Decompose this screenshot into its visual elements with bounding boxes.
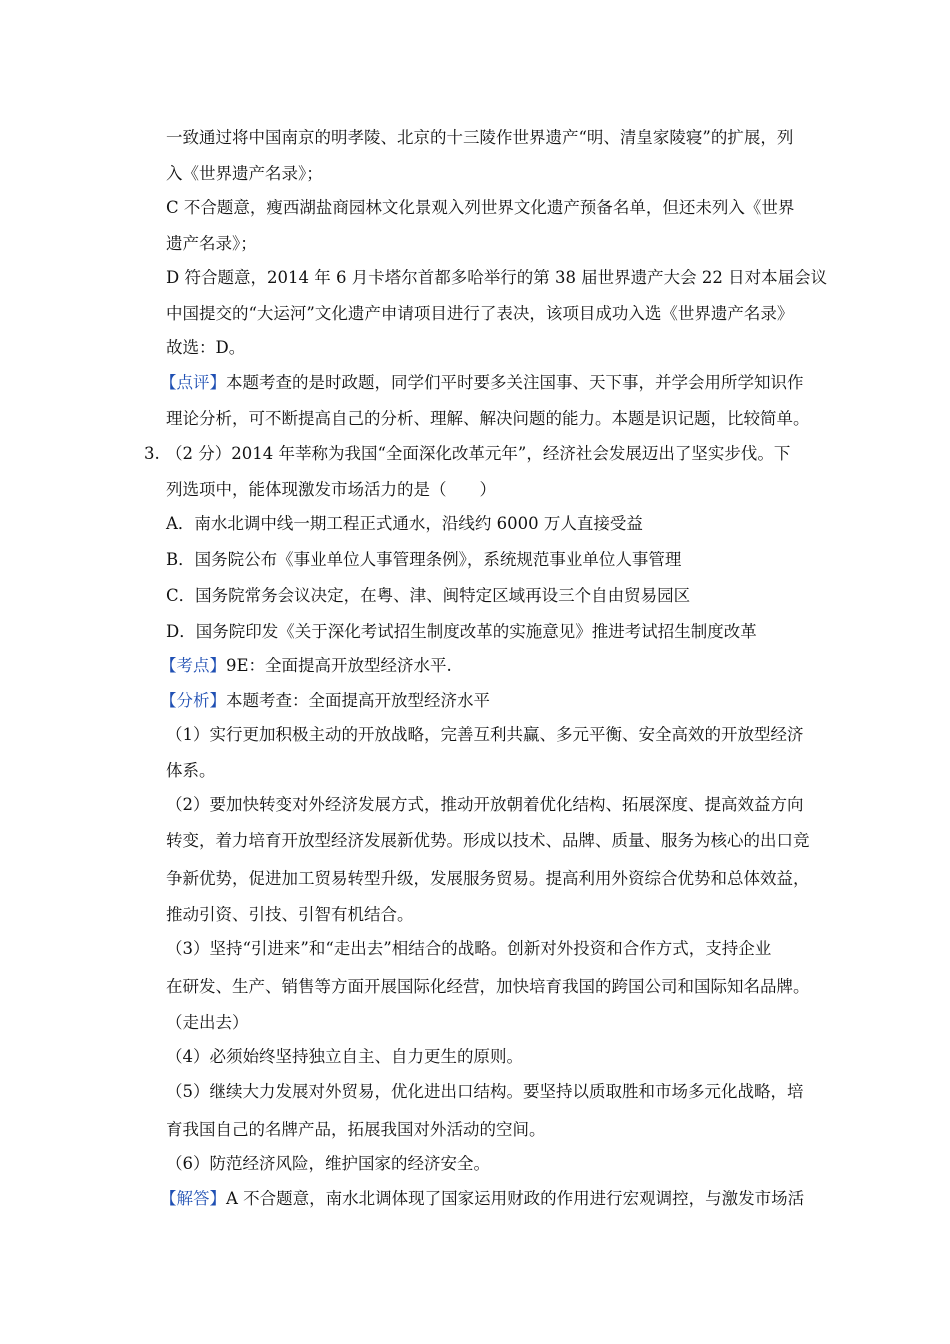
- option-c: C．国务院常务会议决定，在粤、津、闽特定区域再设三个自由贸易园区: [166, 586, 691, 605]
- fenxi-point-line: （2）要加快转变对外经济发展方式，推动开放朝着优化结构、拓展深度、提高效益方向: [166, 795, 804, 814]
- solution-choice: 故选：D。: [166, 338, 246, 357]
- solution-c-line: 遗产名录》；: [166, 234, 257, 253]
- fenxi-point-line: 争新优势，促进加工贸易转型升级，发展服务贸易。提高利用外资综合优势和总体效益，: [166, 869, 810, 888]
- kaodian-text: 9E：全面提高开放型经济水平.: [226, 656, 452, 675]
- question-number: 3.: [144, 444, 160, 463]
- fenxi-point-line: （3）坚持“引进来”和“走出去”相结合的战略。创新对外投资和合作方式，支持企业: [166, 939, 772, 958]
- option-a: A．南水北调中线一期工程正式通水，沿线约 6000 万人直接受益: [166, 514, 643, 533]
- fenxi-point-line: （4）必须始终坚持独立自主、自力更生的原则。: [166, 1047, 523, 1066]
- fenxi-point-line: （走出去）: [166, 1013, 249, 1032]
- kaodian-label: 【考点】: [160, 656, 226, 675]
- fenxi-point-line: （1）实行更加积极主动的开放战略，完善互利共赢、多元平衡、安全高效的开放型经济: [166, 725, 804, 744]
- question-stem-line: 列选项中，能体现激发市场活力的是（ ）: [166, 480, 496, 499]
- fenxi-point-line: 在研发、生产、销售等方面开展国际化经营，加快培育我国的跨国公司和国际知名品牌。: [166, 977, 810, 996]
- fenxi-point-line: （6）防范经济风险，维护国家的经济安全。: [166, 1154, 490, 1173]
- jieda-text: A 不合题意，南水北调体现了国家运用财政的作用进行宏观调控，与激发市场活: [226, 1189, 805, 1208]
- fenxi-point-line: 推动引资、引技、引智有机结合。: [166, 905, 414, 924]
- solution-d-line: 中国提交的“大运河”文化遗产申请项目进行了表决，该项目成功入选《世界遗产名录》: [166, 304, 794, 323]
- fenxi-point-line: 体系。: [166, 761, 216, 780]
- jieda-label: 【解答】: [160, 1189, 226, 1208]
- review-line: [160, 373, 804, 393]
- solution-d-line: D 符合题意，2014 年 6 月卡塔尔首都多哈举行的第 38 届世界遗产大会 22 日对本届会议: [166, 268, 828, 287]
- solution-c-line: C 不合题意，瘦西湖盐商园林文化景观入列世界文化遗产预备名单，但还未列入《世界: [166, 198, 795, 217]
- fenxi-label: 【分析】: [160, 691, 226, 710]
- review-label: 【点评】: [160, 373, 226, 392]
- fenxi-text: 本题考查：全面提高开放型经济水平: [226, 691, 490, 710]
- option-b: B．国务院公布《事业单位人事管理条例》，系统规范事业单位人事管理: [166, 550, 682, 569]
- fenxi-line: [160, 691, 490, 711]
- option-d: D．国务院印发《关于深化考试招生制度改革的实施意见》推进考试招生制度改革: [166, 622, 757, 641]
- question-stem-line: （2 分）2014 年莘称为我国“全面深化改革元年”，经济社会发展迈出了坚实步伐。下: [166, 444, 791, 463]
- jieda-line: [160, 1189, 804, 1209]
- review-text: 本题考查的是时政题，同学们平时要多关注国事、天下事，并学会用所学知识作: [226, 373, 804, 392]
- fenxi-point-line: 育我国自己的名牌产品，拓展我国对外活动的空间。: [166, 1120, 546, 1139]
- solution-b-continued-line: 入《世界遗产名录》；: [166, 164, 323, 183]
- fenxi-point-line: 转变，着力培育开放型经济发展新优势。形成以技术、品牌、质量、服务为核心的出口竞: [166, 831, 810, 850]
- kaodian-line: [160, 656, 452, 676]
- solution-b-continued-line: 一致通过将中国南京的明孝陵、北京的十三陵作世界遗产“明、清皇家陵寝”的扩展，列: [166, 128, 794, 147]
- review-line-2: 理论分析，可不断提高自己的分析、理解、解决问题的能力。本题是识记题，比较简单。: [166, 409, 810, 428]
- fenxi-point-line: （5）继续大力发展对外贸易，优化进出口结构。要坚持以质取胜和市场多元化战略，培: [166, 1082, 804, 1101]
